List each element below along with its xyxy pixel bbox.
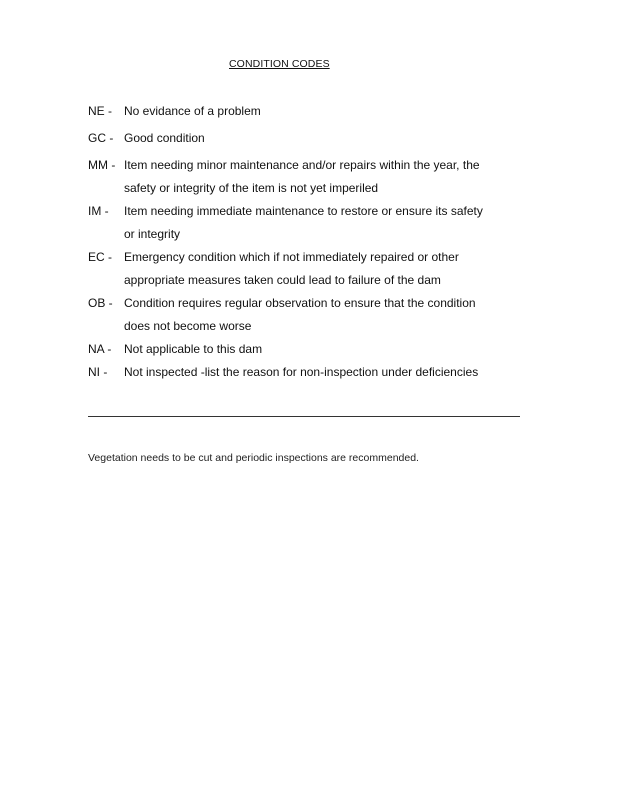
code-row-mm (88, 154, 528, 200)
code-description: Item needing minor maintenance and/or repairs within the year, the safety or integrity of the item is not yet imperiled (124, 158, 480, 195)
code-row-na (88, 338, 528, 361)
horizontal-divider (88, 416, 520, 417)
page-title: CONDITION CODES (229, 58, 330, 70)
code-description: Emergency condition which if not immediately repaired or other appropriate measures taken could lead to failure of the dam (124, 250, 459, 287)
code-abbr: MM - (88, 158, 116, 172)
code-description: Not inspected -list the reason for non-inspection under deficiencies (124, 365, 479, 379)
code-abbr: EC - (88, 250, 112, 264)
code-description: No evidance of a problem (124, 104, 261, 118)
code-row-ec (88, 246, 528, 292)
code-abbr: NA - (88, 342, 112, 356)
code-description: Condition requires regular observation to ensure that the condition does not become worse (124, 296, 476, 333)
code-description: Not applicable to this dam (124, 342, 263, 356)
code-abbr: OB - (88, 296, 113, 310)
code-abbr: GC - (88, 131, 114, 145)
code-row-ne (88, 100, 528, 123)
condition-codes-list (88, 100, 528, 384)
code-abbr: IM - (88, 204, 109, 218)
code-description: Good condition (124, 131, 205, 145)
code-row-gc (88, 127, 528, 150)
code-row-ni (88, 361, 528, 384)
inspection-note: Vegetation needs to be cut and periodic inspections are recommended. (88, 452, 419, 464)
code-description: Item needing immediate maintenance to restore or ensure its safety or integrity (124, 204, 483, 241)
code-abbr: NE - (88, 104, 112, 118)
code-row-im (88, 200, 528, 246)
code-row-ob (88, 292, 528, 338)
code-abbr: NI - (88, 365, 108, 379)
